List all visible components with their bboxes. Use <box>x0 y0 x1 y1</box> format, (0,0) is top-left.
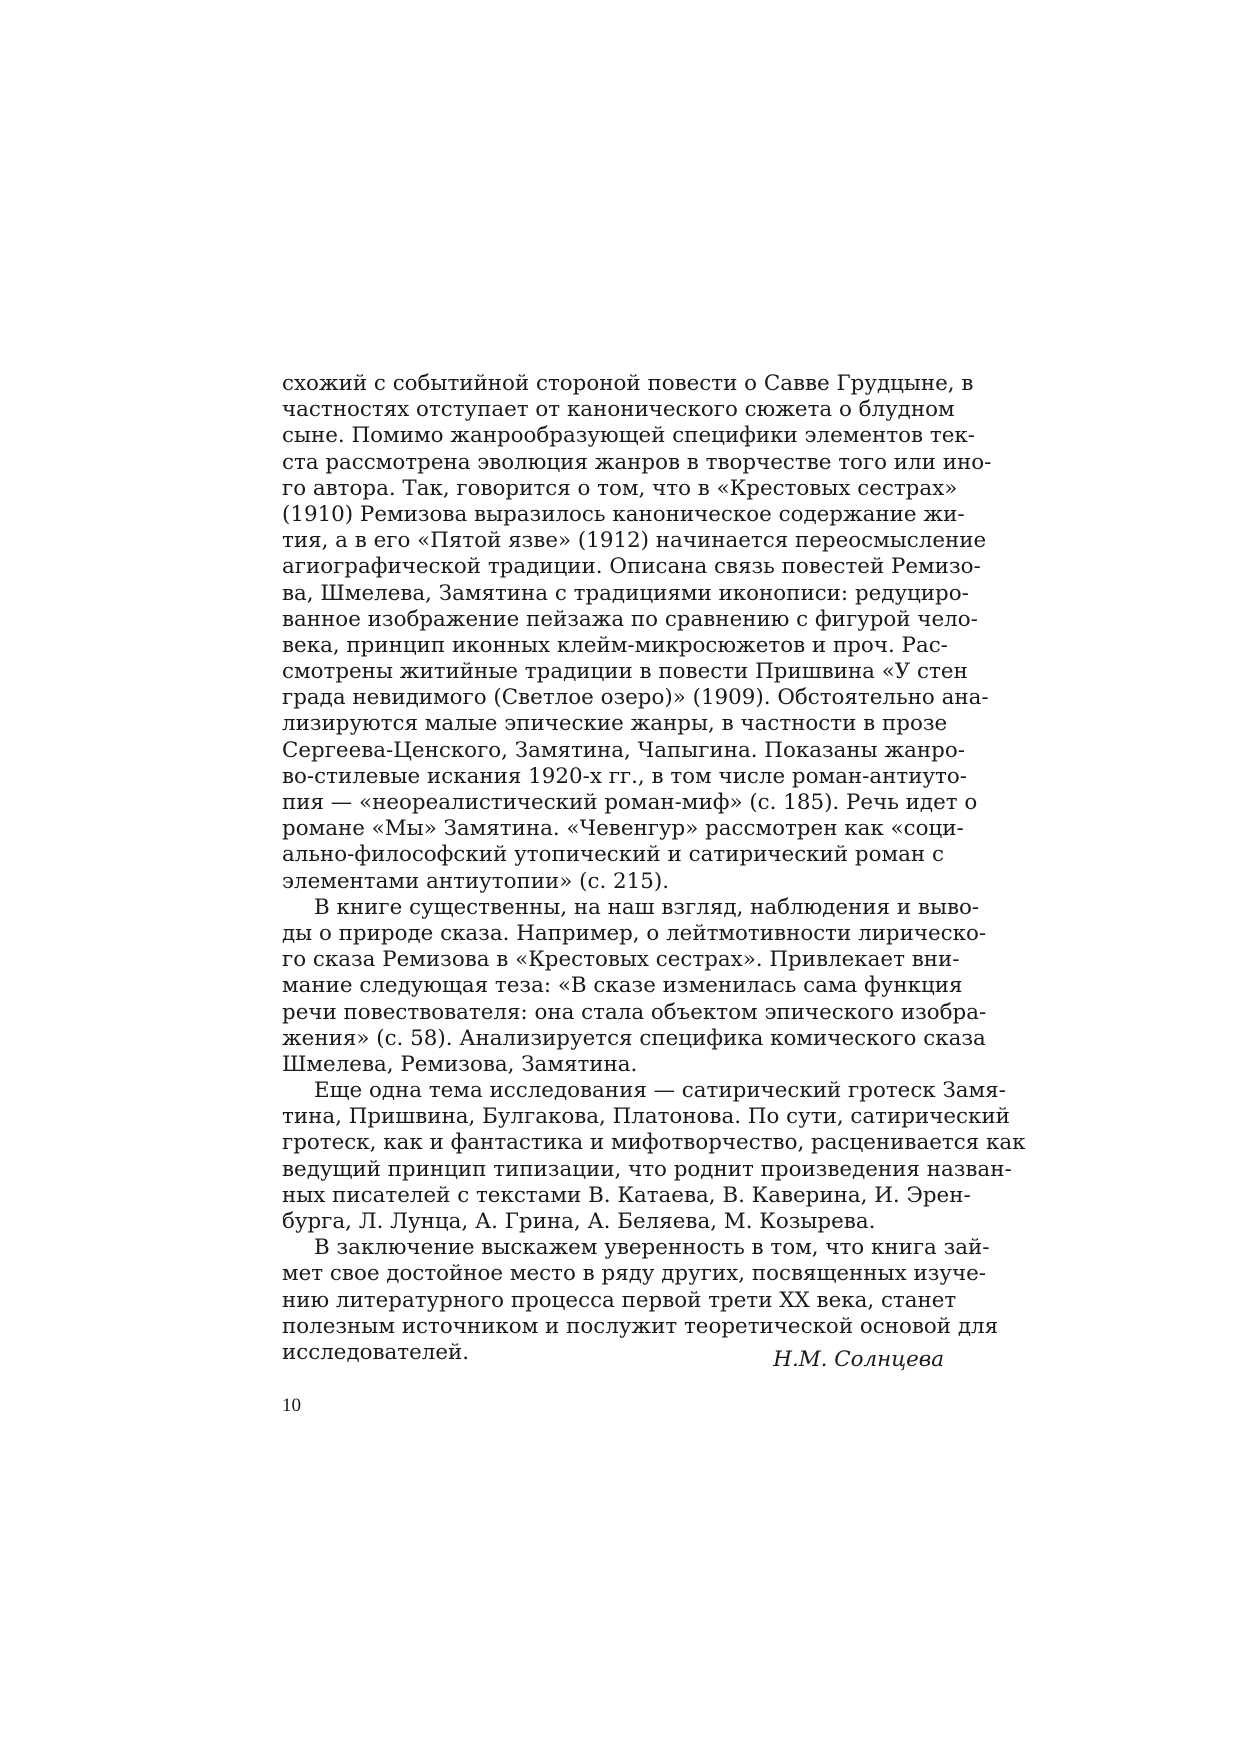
text-line: пия — «неореалистический роман-миф» (с. 185). Речь идет о <box>282 790 978 815</box>
text-line: ально-философский утопический и сатирический роман с <box>282 842 944 868</box>
author-signature: Н.М. Солнцева <box>773 1347 944 1372</box>
text-line: жения» (с. 58). Анализируется специфика комического сказа <box>282 1025 986 1051</box>
text-line: ста рассмотрена эволюция жанров в творчестве того или ино- <box>282 449 992 475</box>
text-line: мание следующая теза: «В сказе изменилась сама функция <box>282 973 963 999</box>
text-line: Еще одна тема исследования — сатирический гротеск Замя- <box>314 1078 1006 1104</box>
text-line: сыне. Помимо жанрообразующей специфики элементов тек- <box>282 423 975 449</box>
text-line: мет свое достойное место в ряду других, посвященных изуче- <box>282 1261 986 1287</box>
text-line: ведущий принцип типизации, что роднит произведения назван- <box>282 1156 1012 1182</box>
text-line: В книге существенны, на наш взгляд, наблюдения и выво- <box>314 894 980 920</box>
text-line: града невидимого (Светлое озеро)» (1909). Обстоятельно ана- <box>282 685 989 711</box>
text-line: Сергеева-Ценского, Замятина, Чапыгина. Показаны жанро- <box>282 737 965 763</box>
text-line: Шмелева, Ремизова, Замятина. <box>282 1051 638 1077</box>
text-line: бурга, Л. Лунца, А. Грина, А. Беляева, М. Козырева. <box>282 1209 876 1234</box>
text-line: во-стилевые искания 1920-х гг., в том числе роман-антиуто- <box>282 763 967 789</box>
text-line: тина, Пришвина, Булгакова, Платонова. По сути, сатирический <box>282 1104 1010 1130</box>
text-line: ды о природе сказа. Например, о лейтмотивности лирическо- <box>282 920 987 946</box>
text-line: века, принцип иконных клейм-микросюжетов и проч. Рас- <box>282 632 948 658</box>
text-line: исследователей. <box>282 1339 470 1365</box>
text-line: агиографической традиции. Описана связь повестей Ремизо- <box>282 554 981 580</box>
text-line: гротеск, как и фантастика и мифотворчество, расценивается как <box>282 1130 1026 1156</box>
text-line: (1910) Ремизова выразилось каноническое содержание жи- <box>282 501 965 527</box>
text-line: речи повествователя: она стала объектом эпического изобра- <box>282 999 987 1025</box>
text-line: элементами антиутопии» (с. 215). <box>282 868 670 894</box>
text-line: тия, а в его «Пятой язве» (1912) начинается переосмысление <box>282 528 987 554</box>
text-line: ванное изображение пейзажа по сравнению с фигурой чело- <box>282 606 978 632</box>
text-line: нию литературного процесса первой трети XX века, станет <box>282 1287 957 1313</box>
text-line: романе «Мы» Замятина. «Чевенгур» рассмотрен как «соци- <box>282 816 964 842</box>
text-line: го автора. Так, говорится о том, что в «Крестовых сестрах» <box>282 475 958 501</box>
body-text <box>282 371 1026 1366</box>
text-line: ных писателей с текстами В. Катаева, В. Каверина, И. Эрен- <box>282 1182 971 1208</box>
text-line: смотрены житийные традиции в повести Пришвина «У стен <box>282 659 968 685</box>
text-line: лизируются малые эпические жанры, в частности в прозе <box>282 711 948 737</box>
text-line: го сказа Ремизова в «Крестовых сестрах». Привлекает вни- <box>282 947 960 973</box>
text-line: частностях отступает от канонического сюжета о блудном <box>282 397 955 423</box>
text-line: ва, Шмелева, Замятина с традициями иконописи: редуциро- <box>282 580 969 606</box>
text-line: В заключение выскажем уверенность в том, что книга зай- <box>314 1235 990 1261</box>
text-line: полезным источником и послужит теоретической основой для <box>282 1313 999 1339</box>
text-line: схожий с событийной стороной повести о Савве Грудцыне, в <box>282 371 974 396</box>
page-number: 10 <box>282 1395 301 1416</box>
